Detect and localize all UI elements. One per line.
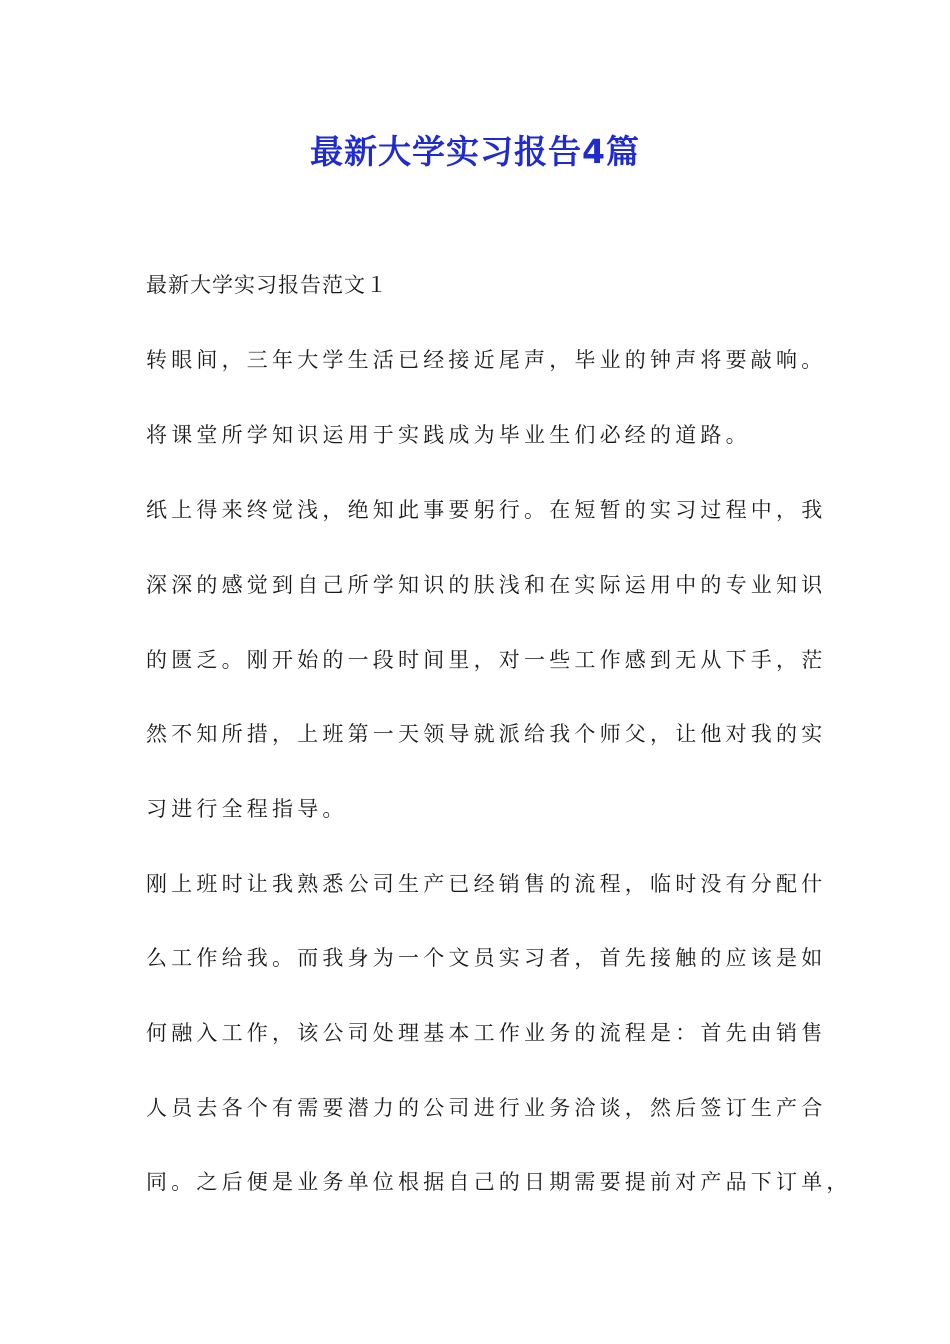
paragraph-line: 同。之后便是业务单位根据自己的日期需要提前对产品下订单， [146,1170,852,1194]
paragraph-line: 么工作给我。而我身为一个文员实习者，首先接触的应该是如 [146,946,827,970]
paragraph-line: 纸上得来终觉浅，绝知此事要躬行。在短暂的实习过程中，我 [146,498,827,522]
paragraph-line: 习进行全程指导。 [146,797,348,821]
paragraph-line: 的匮乏。刚开始的一段时间里，对一些工作感到无从下手，茫 [146,648,827,672]
paragraph-line: 何融入工作，该公司处理基本工作业务的流程是：首先由销售 [146,1021,827,1045]
paragraph-line: 刚上班时让我熟悉公司生产已经销售的流程，临时没有分配什 [146,872,827,896]
section-heading: 最新大学实习报告范文１ [146,273,388,297]
paragraph-line: 人员去各个有需要潜力的公司进行业务洽谈，然后签订生产合 [146,1096,827,1120]
paragraph-line: 然不知所措，上班第一天领导就派给我个师父，让他对我的实 [146,722,827,746]
paragraph-line: 转眼间，三年大学生活已经接近尾声，毕业的钟声将要敲响。 [146,348,827,372]
paragraph-line: 将课堂所学知识运用于实践成为毕业生们必经的道路。 [146,423,751,447]
paragraph-line: 深深的感觉到自己所学知识的肤浅和在实际运用中的专业知识 [146,573,827,597]
document-title: 最新大学实习报告4篇 [310,132,640,171]
